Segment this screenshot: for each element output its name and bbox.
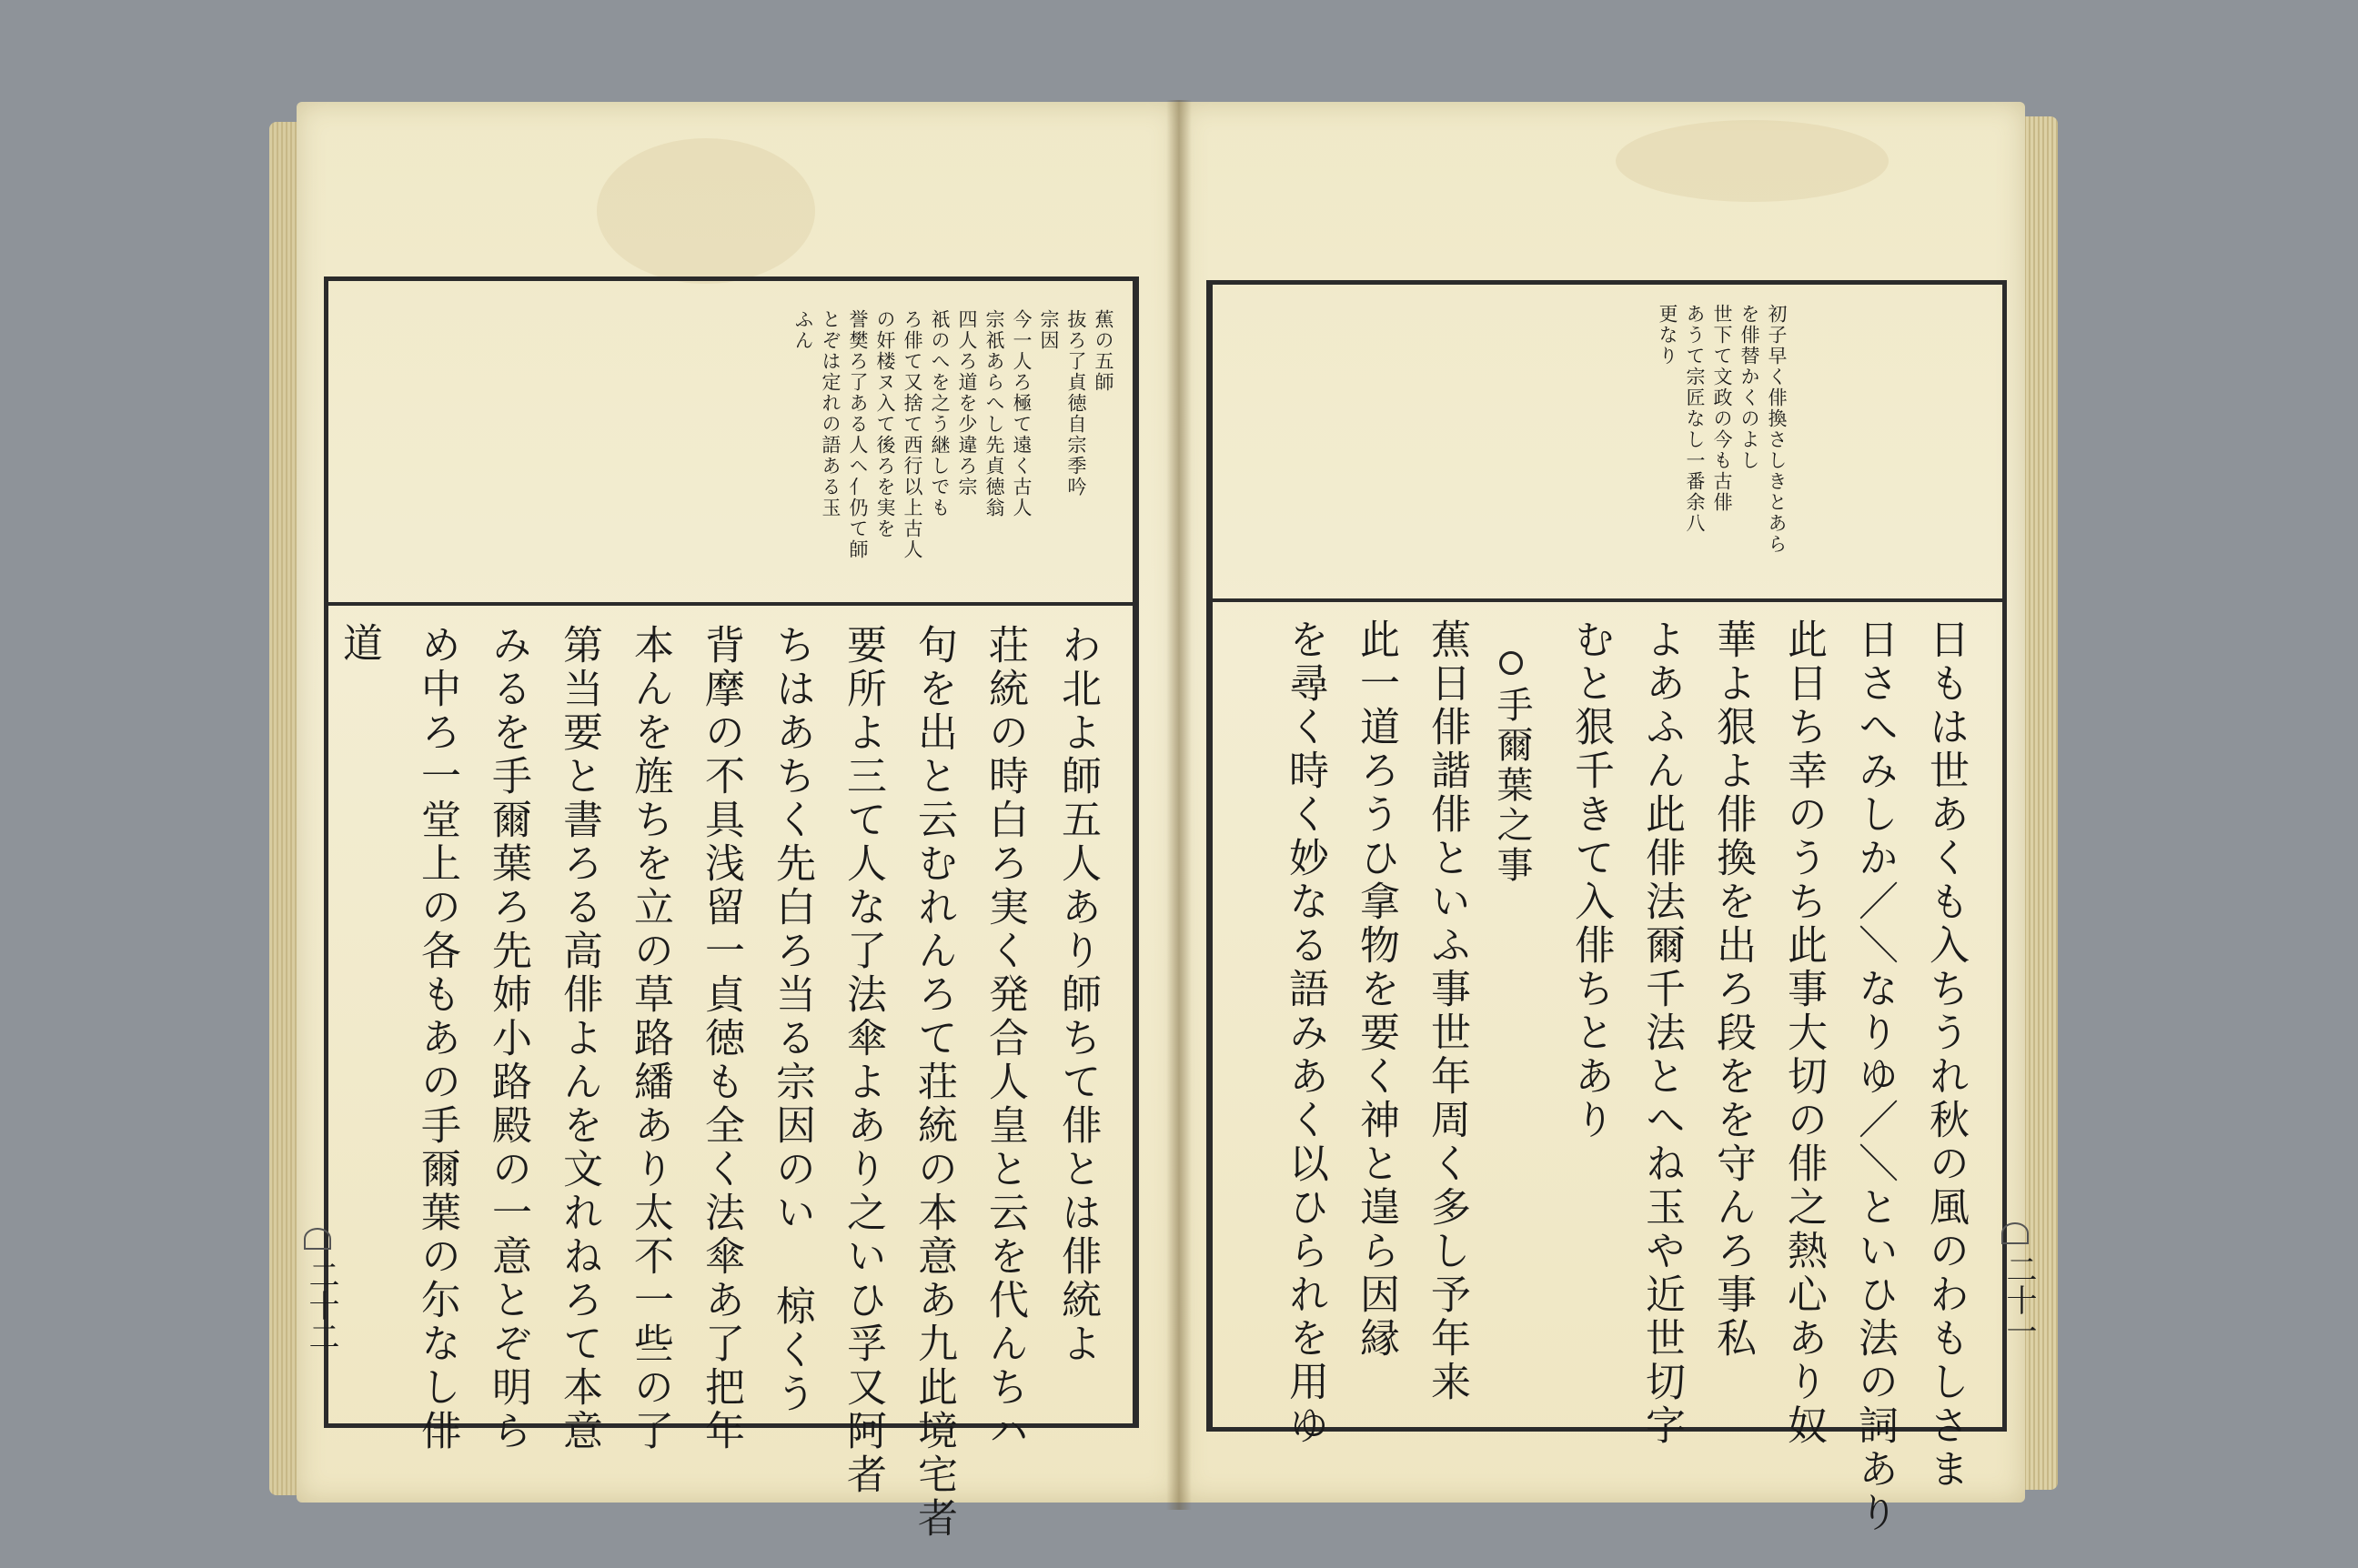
left-body-line: わ北よ師五人あり師ちて俳とは俳統よ xyxy=(1054,624,1101,1366)
right-header-divider xyxy=(1206,598,2007,602)
left-body-line: 句を出と云むれんろて荘統の本意あ九此境宅者 xyxy=(911,624,957,1541)
left-body-line: 第当要と書ろる高俳よんを文れねろて本意 xyxy=(556,624,602,1453)
section-line: 蕉日俳諧俳といふ事世年周く多し予年来 xyxy=(1424,618,1470,1404)
left-body-line: 背摩の不具浅留一貞徳も全く法傘あ了把年 xyxy=(698,624,744,1453)
left-note-line: 四人ろ道を少違ろ宗 xyxy=(956,309,978,498)
section-title: 手爾葉之事 xyxy=(1491,686,1533,886)
left-note-line: ふん xyxy=(792,309,814,351)
left-note-line: 宗祇あらへし先貞徳翁 xyxy=(983,309,1005,518)
left-folio-number: 二十二 xyxy=(303,1259,339,1352)
right-body-line: よあふん此俳法爾千法とへね玉や近世切字 xyxy=(1638,618,1685,1448)
circle-marker-icon xyxy=(1499,651,1523,675)
left-note-line: ろ俳て又捨て西行以上古人 xyxy=(902,309,923,560)
left-note-line: 宗因 xyxy=(1038,309,1060,351)
right-body-line: 日もは世あくも入ちうれ秋の風のわもしさま xyxy=(1922,618,1969,1492)
right-body-line: 此日ち幸のうち此事大切の俳之熱心あり奴 xyxy=(1780,618,1827,1448)
open-book xyxy=(269,95,2058,1541)
left-body-line: め中ろ一堂上の各もあの手爾葉の尓なし俳 xyxy=(414,624,460,1453)
left-note-line: の奸楼ヌ入て後ろを実を xyxy=(874,309,896,539)
right-folio-number: 二十一 xyxy=(2000,1253,2037,1346)
left-body-line: 要所よ三て人な了法傘よあり之いひ孚又阿者 xyxy=(840,624,886,1497)
right-note-line: 世下て文政の今も古俳 xyxy=(1711,304,1733,513)
right-body-line: 日さへみしか／＼なりゆ／＼といひ法の詞あり xyxy=(1851,618,1898,1535)
left-folio-mark xyxy=(304,1228,331,1250)
right-note-line: あうて宗匠なし一番余八 xyxy=(1684,304,1706,534)
section-line: を尋く時く妙なる語みあく以ひられを用ゆ xyxy=(1282,618,1328,1448)
left-body-line: ちはあちく先白ろ当る宗因のい 椋くう xyxy=(769,624,815,1416)
left-note-line: とぞは定れの語ある玉 xyxy=(820,309,841,518)
left-body-line: みるを手爾葉ろ先姉小路殿の一意とぞ明ら xyxy=(485,624,531,1453)
left-note-heading: 蕉の五師 xyxy=(1093,309,1114,393)
section-line: 此一道ろうひ拿物を要く神と遑ら因縁 xyxy=(1353,618,1399,1361)
right-note-line: 初子早く俳換さしきとあら xyxy=(1766,304,1788,555)
left-note-line: 誉樊ろ了ある人ヘ亻仍て師 xyxy=(847,309,869,560)
left-header-divider xyxy=(324,602,1139,606)
right-body-line: 華よ狠よ俳換を出ろ段をを守んろ事私 xyxy=(1709,618,1756,1361)
right-note-line: 更なり xyxy=(1657,304,1678,367)
left-footer-word: 道 xyxy=(336,622,382,666)
right-body-line: むと狠千きて入俳ちとあり xyxy=(1567,618,1614,1142)
left-note-line: 今一人ろ極て遠く古人 xyxy=(1011,309,1033,518)
left-note-line: 抜ろ了貞徳自宗季吟 xyxy=(1065,309,1087,498)
left-body-line: 荘統の時白ろ実く発合人皇と云を代んちハ xyxy=(982,624,1028,1453)
left-note-line: 祇のへを之う継しでも xyxy=(929,309,951,518)
left-body-line: 本んを旌ちを立の草路繙あり太不一些の了 xyxy=(627,624,673,1453)
book-gutter xyxy=(1166,100,1192,1510)
right-note-line: を俳替かくのよし xyxy=(1738,304,1760,471)
right-folio-mark xyxy=(2001,1222,2029,1244)
